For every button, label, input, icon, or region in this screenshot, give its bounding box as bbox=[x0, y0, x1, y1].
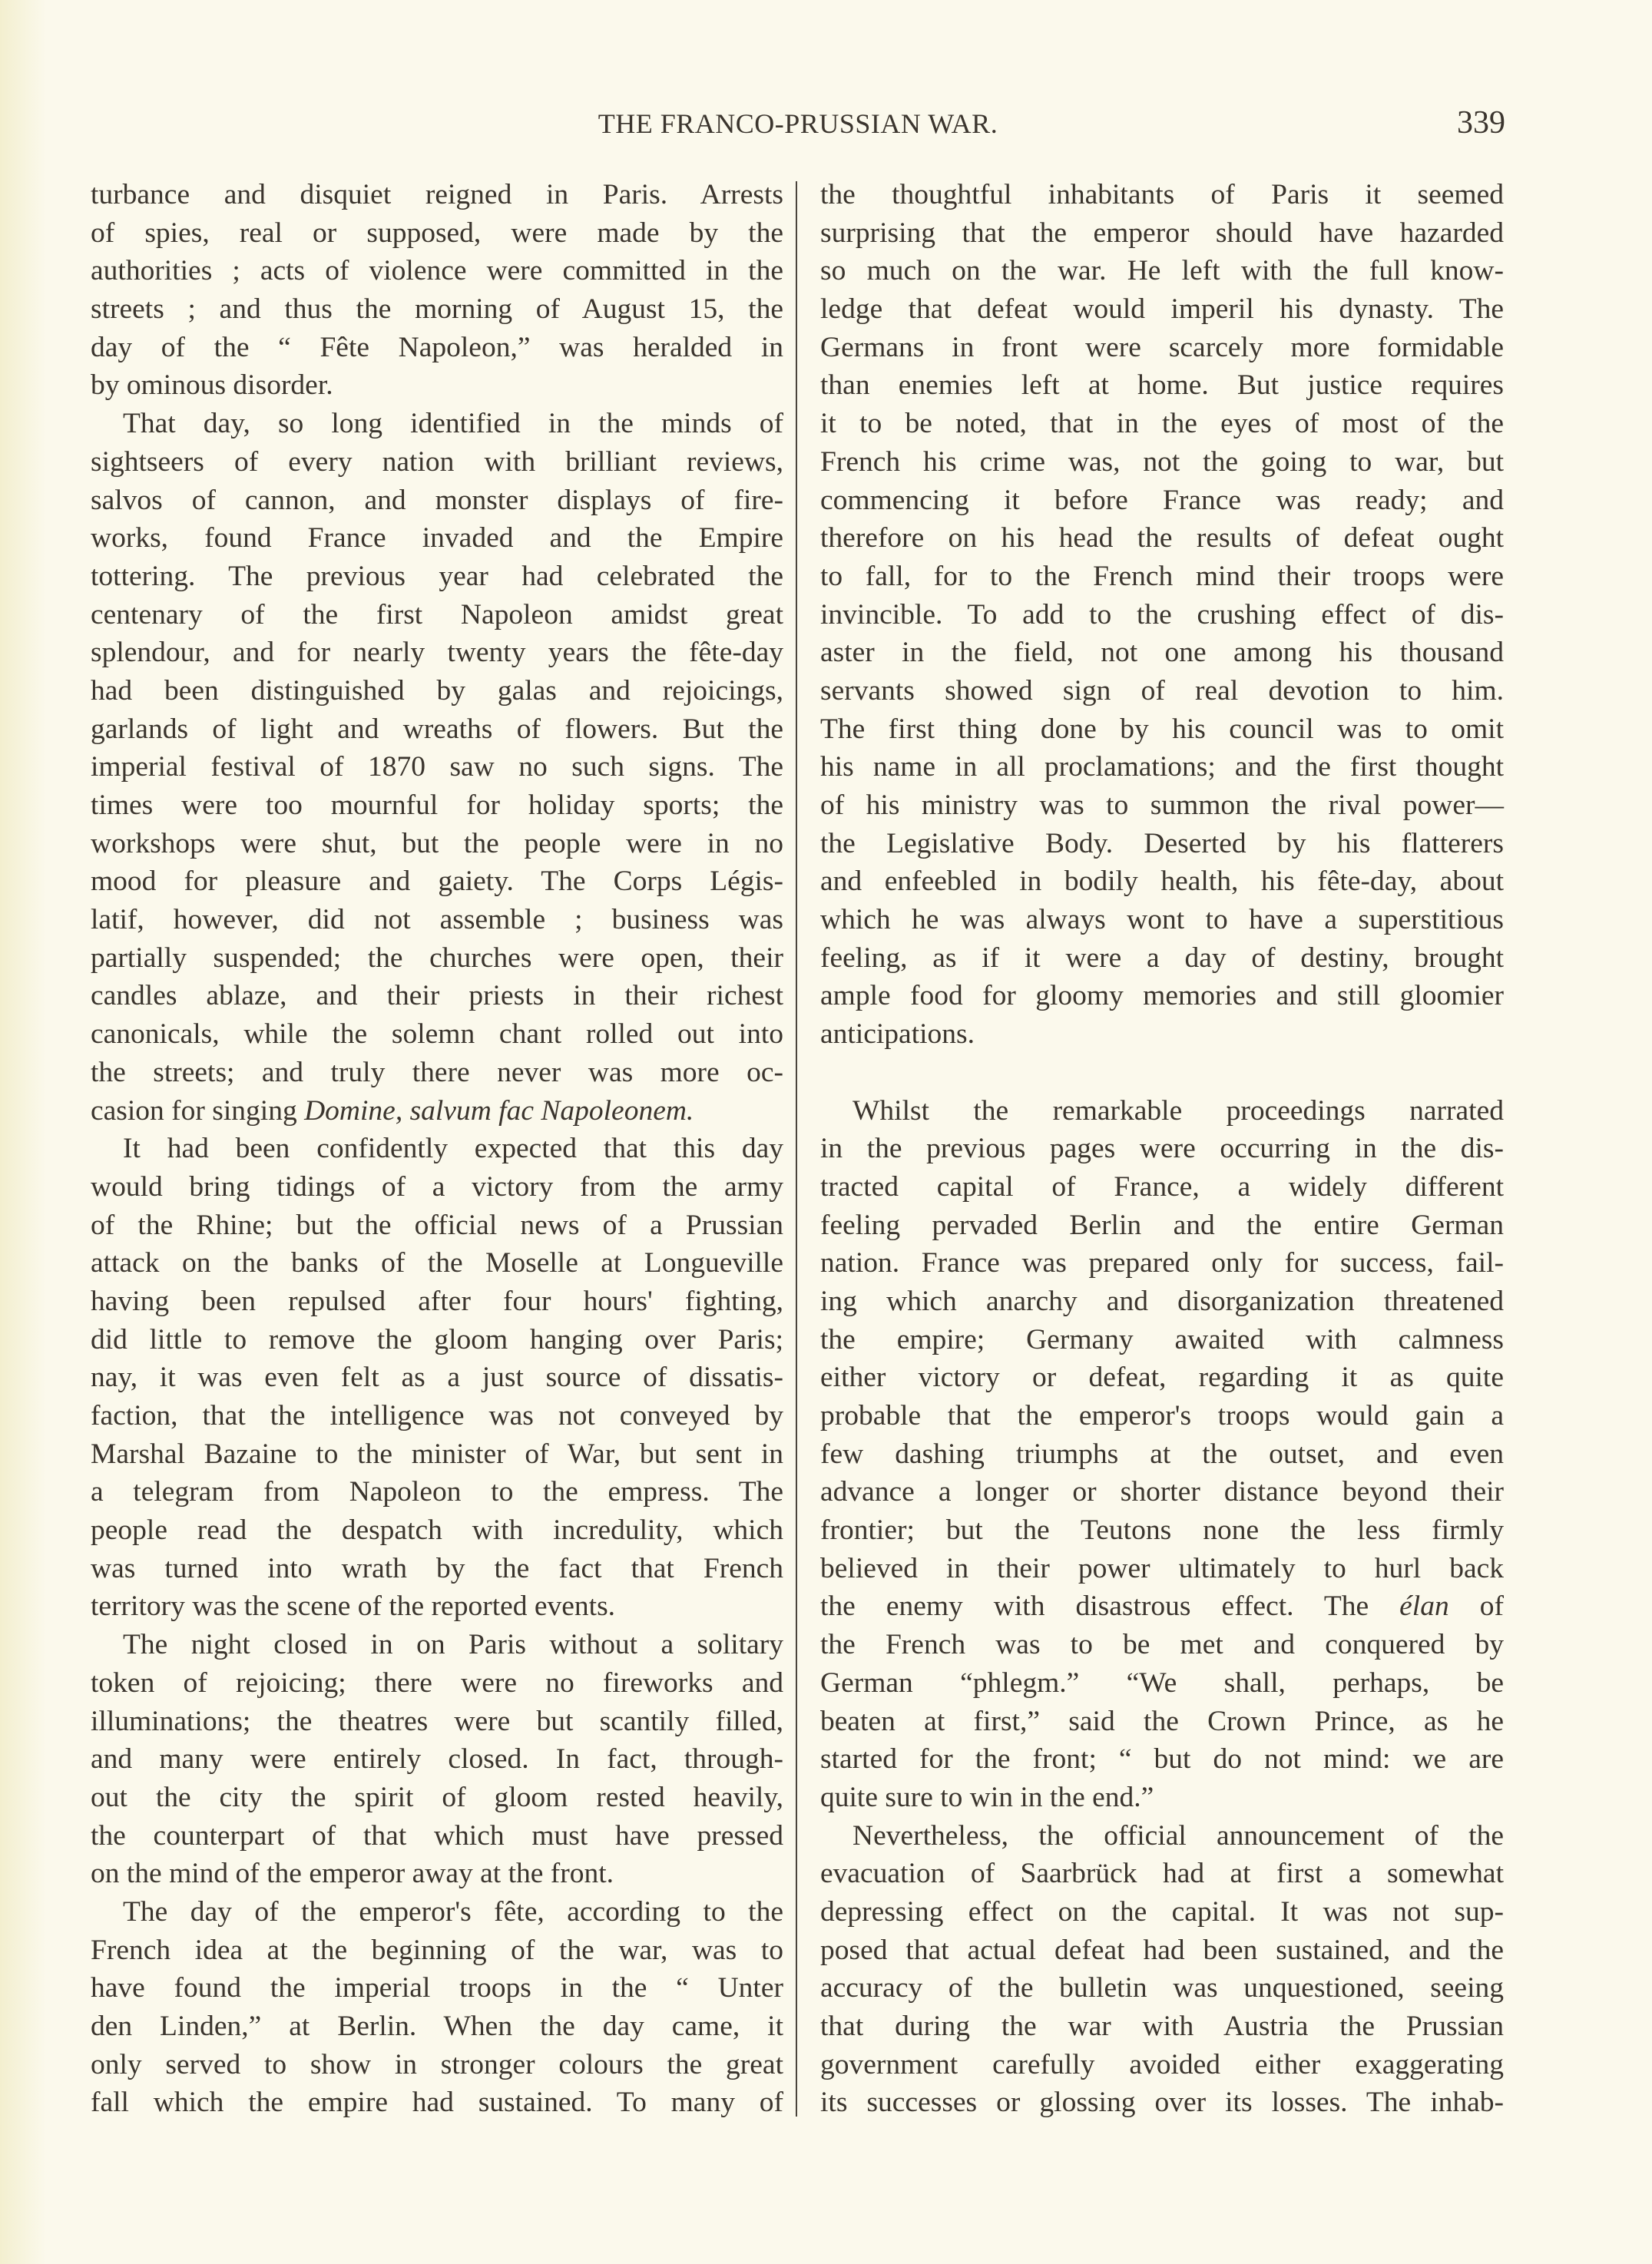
line-text: and enfeebled in bodily health, his fête-day, about bbox=[820, 866, 1504, 898]
line-text: latif, however, did not assemble ; business was bbox=[91, 904, 783, 936]
text-line bbox=[91, 1855, 783, 1893]
text-line bbox=[91, 1435, 783, 1474]
line-text: French his crime was, not the going to war, but bbox=[820, 445, 1504, 478]
line-text: the Legislative Body. Deserted by his flatterers bbox=[820, 827, 1504, 859]
line-text: out the city the spirit of gloom rested heavily, bbox=[91, 1781, 783, 1813]
text-line bbox=[91, 1359, 783, 1397]
text-line bbox=[91, 901, 783, 939]
text-line bbox=[820, 1092, 1504, 1130]
text-line bbox=[820, 748, 1504, 786]
line-text: quite sure to win in the end.” bbox=[820, 1781, 1154, 1813]
line-text: Whilst the remarkable proceedings narrated bbox=[852, 1094, 1504, 1127]
line-text: did little to remove the gloom hanging over Paris; bbox=[91, 1323, 783, 1355]
text-line bbox=[820, 405, 1504, 443]
text-line bbox=[91, 405, 783, 443]
line-text: garlands of light and wreaths of flowers. But the bbox=[91, 713, 783, 745]
text-line bbox=[91, 1626, 783, 1664]
line-text: it to be noted, that in the eyes of most of the bbox=[820, 408, 1504, 440]
text-line bbox=[91, 1244, 783, 1283]
line-text: The first thing done by his council was to omit bbox=[820, 713, 1504, 745]
page-number: 339 bbox=[1457, 105, 1505, 141]
text-line bbox=[91, 2046, 783, 2084]
text-line bbox=[820, 710, 1504, 749]
text-line bbox=[820, 786, 1504, 825]
line-text: imperial festival of 1870 saw no such signs. The bbox=[91, 751, 783, 783]
line-text: on the mind of the emperor away at the front. bbox=[91, 1858, 614, 1890]
text-line bbox=[820, 1206, 1504, 1245]
line-text: that during the war with Austria the Prussian bbox=[820, 2011, 1504, 2042]
line-text: probable that the emperor's troops would gain a bbox=[820, 1400, 1504, 1432]
line-text: ledge that defeat would imperil his dynasty. The bbox=[820, 293, 1504, 326]
text-line bbox=[820, 366, 1504, 405]
text-line bbox=[91, 1587, 783, 1626]
line-text: streets ; and thus the morning of August 15, the bbox=[91, 293, 783, 326]
line-text: token of rejoicing; there were no fireworks and bbox=[91, 1667, 783, 1699]
text-line bbox=[91, 1092, 783, 1130]
text-line bbox=[820, 214, 1504, 253]
column-divider bbox=[796, 181, 797, 2117]
right-column bbox=[820, 176, 1504, 2122]
text-line bbox=[820, 519, 1504, 558]
line-text: aster in the field, not one among his thousand bbox=[820, 637, 1504, 669]
line-text: people read the despatch with incredulity, which bbox=[91, 1514, 783, 1547]
text-line bbox=[820, 1931, 1504, 1970]
text-line bbox=[91, 519, 783, 558]
line-text: only served to show in stronger colours the great bbox=[91, 2048, 783, 2080]
line-text: few dashing triumphs at the outset, and even bbox=[820, 1438, 1504, 1470]
page-edge-shading bbox=[0, 0, 46, 2264]
line-text: workshops were shut, but the people were in no bbox=[91, 827, 783, 859]
line-text: centenary of the first Napoleon amidst great bbox=[91, 598, 783, 631]
text-line bbox=[820, 1703, 1504, 1741]
line-text: than enemies left at home. But justice requires bbox=[820, 369, 1504, 402]
text-line bbox=[91, 1054, 783, 1092]
text-line bbox=[91, 1893, 783, 1931]
text-line bbox=[820, 596, 1504, 634]
text-line bbox=[820, 1855, 1504, 1893]
left-column bbox=[91, 176, 783, 2122]
line-text: a telegram from Napoleon to the empress. The bbox=[91, 1476, 783, 1508]
line-text: casion for singing bbox=[91, 1094, 305, 1127]
line-text: day of the “ Fête Napoleon,” was heralded in bbox=[91, 331, 783, 363]
text-line bbox=[91, 1015, 783, 1054]
text-line bbox=[820, 1587, 1504, 1626]
text-line bbox=[91, 1283, 783, 1321]
text-line bbox=[820, 1817, 1504, 1855]
line-text: attack on the banks of the Moselle at Longueville bbox=[91, 1247, 783, 1279]
line-text: the empire; Germany awaited with calmness bbox=[820, 1323, 1504, 1355]
line-text: times were too mournful for holiday sports; the bbox=[91, 789, 783, 821]
line-text: by ominous disorder. bbox=[91, 369, 333, 402]
text-line bbox=[91, 596, 783, 634]
line-text: his name in all proclamations; and the first thought bbox=[820, 751, 1504, 783]
line-text: tottering. The previous year had celebrated the bbox=[91, 560, 783, 592]
text-line bbox=[91, 1969, 783, 2007]
line-text: ample food for gloomy memories and still gloomier bbox=[820, 980, 1504, 1012]
text-line bbox=[820, 862, 1504, 901]
line-text: of the Rhine; but the official news of a Prussian bbox=[91, 1209, 783, 1241]
text-line bbox=[91, 1511, 783, 1550]
text-line bbox=[91, 214, 783, 253]
line-text: to fall, for to the French mind their troops were bbox=[820, 560, 1504, 592]
line-text: ing which anarchy and disorganization threatened bbox=[820, 1285, 1504, 1317]
line-text: That day, so long identified in the minds of bbox=[123, 408, 783, 440]
text-line bbox=[820, 901, 1504, 939]
text-line bbox=[91, 1321, 783, 1359]
line-text: It had been confidently expected that this day bbox=[123, 1133, 783, 1165]
line-text: evacuation of Saarbrück had at first a somewhat bbox=[820, 1858, 1504, 1890]
line-text: nay, it was even felt as a just source of dissatis- bbox=[91, 1362, 783, 1394]
line-text: turbance and disquiet reigned in Paris. Arrests bbox=[91, 179, 783, 210]
text-line bbox=[820, 329, 1504, 367]
line-text: frontier; but the Teutons none the less firmly bbox=[820, 1514, 1504, 1547]
text-line bbox=[91, 1473, 783, 1511]
line-text: either victory or defeat, regarding it as quite bbox=[820, 1362, 1504, 1394]
line-text: the French was to be met and conquered by bbox=[820, 1629, 1504, 1661]
line-text: The night closed in on Paris without a solitary bbox=[123, 1629, 783, 1661]
line-text: in the previous pages were occurring in the dis- bbox=[820, 1133, 1504, 1165]
italic-text: Domine, salvum fac Napoleonem. bbox=[304, 1094, 694, 1127]
line-text: was turned into wrath by the fact that French bbox=[91, 1552, 783, 1584]
text-line bbox=[820, 2084, 1504, 2122]
line-text: invincible. To add to the crushing effect of dis- bbox=[820, 598, 1504, 631]
text-line bbox=[91, 2084, 783, 2122]
text-line bbox=[91, 1397, 783, 1435]
text-line bbox=[820, 1779, 1504, 1817]
text-line bbox=[820, 1283, 1504, 1321]
text-line bbox=[820, 1626, 1504, 1664]
text-line bbox=[820, 1130, 1504, 1168]
line-text: the enemy with disastrous effect. The bbox=[820, 1590, 1400, 1623]
text-line bbox=[91, 176, 783, 214]
text-line bbox=[820, 1359, 1504, 1397]
text-line bbox=[91, 710, 783, 749]
text-line bbox=[91, 1664, 783, 1703]
line-text: believed in their power ultimately to hurl back bbox=[820, 1552, 1504, 1584]
line-text: sightseers of every nation with brilliant reviews, bbox=[91, 445, 783, 478]
line-text: German “phlegm.” “We shall, perhaps, be bbox=[820, 1667, 1504, 1699]
text-line bbox=[91, 1779, 783, 1817]
text-line bbox=[91, 1931, 783, 1970]
text-line bbox=[820, 1435, 1504, 1474]
blank-line bbox=[820, 1054, 1504, 1092]
text-line bbox=[820, 1397, 1504, 1435]
italic-text: élan bbox=[1399, 1590, 1449, 1623]
text-line bbox=[91, 2007, 783, 2046]
line-text: den Linden,” at Berlin. When the day came, it bbox=[91, 2011, 783, 2042]
line-text: partially suspended; the churches were open, their bbox=[91, 942, 783, 974]
text-line bbox=[91, 1550, 783, 1588]
line-text: splendour, and for nearly twenty years the fête-day bbox=[91, 637, 783, 669]
text-line bbox=[820, 2007, 1504, 2046]
text-line bbox=[820, 176, 1504, 214]
line-text: of his ministry was to summon the rival power— bbox=[820, 789, 1504, 821]
line-text: nation. France was prepared only for success, fail- bbox=[820, 1247, 1504, 1279]
text-line bbox=[820, 825, 1504, 863]
line-text: anticipations. bbox=[820, 1018, 975, 1051]
text-line bbox=[91, 1817, 783, 1855]
line-text: fall which the empire had sustained. To many of bbox=[91, 2087, 783, 2119]
line-text: depressing effect on the capital. It was not sup- bbox=[820, 1895, 1504, 1928]
line-text: canonicals, while the solemn chant rolled out into bbox=[91, 1018, 783, 1051]
line-text: tracted capital of France, a widely different bbox=[820, 1170, 1504, 1203]
line-text: Marshal Bazaine to the minister of War, but sent in bbox=[91, 1438, 783, 1470]
line-text: so much on the war. He left with the full know- bbox=[820, 255, 1504, 287]
text-line bbox=[91, 939, 783, 978]
text-line bbox=[820, 1473, 1504, 1511]
text-line bbox=[820, 1893, 1504, 1931]
line-text: beaten at first,” said the Crown Prince, as he bbox=[820, 1705, 1504, 1737]
text-line bbox=[820, 1550, 1504, 1588]
text-line bbox=[91, 443, 783, 482]
text-line bbox=[91, 634, 783, 672]
line-text: feeling pervaded Berlin and the entire German bbox=[820, 1209, 1504, 1241]
line-text: which he was always wont to have a superstitious bbox=[820, 904, 1504, 936]
line-text: The day of the emperor's fête, according to the bbox=[123, 1895, 783, 1928]
text-line bbox=[820, 672, 1504, 710]
line-text: and many were entirely closed. In fact, through- bbox=[91, 1743, 783, 1776]
text-line bbox=[91, 786, 783, 825]
line-text: Germans in front were scarcely more formidable bbox=[820, 331, 1504, 363]
line-text: would bring tidings of a victory from the army bbox=[91, 1170, 783, 1203]
text-line bbox=[820, 1321, 1504, 1359]
line-text: commencing it before France was ready; and bbox=[820, 484, 1504, 516]
line-text-after: of bbox=[1448, 1590, 1504, 1623]
running-title: THE FRANCO-PRUSSIAN WAR. bbox=[598, 108, 998, 139]
line-text: territory was the scene of the reported events. bbox=[91, 1590, 616, 1623]
line-text: salvos of cannon, and monster displays of fire- bbox=[91, 484, 783, 516]
text-line bbox=[820, 1511, 1504, 1550]
line-text: mood for pleasure and gaiety. The Corps Légis- bbox=[91, 866, 783, 898]
text-line bbox=[820, 2046, 1504, 2084]
text-line bbox=[91, 862, 783, 901]
line-text: posed that actual defeat had been sustained, and the bbox=[820, 1934, 1504, 1966]
text-line bbox=[820, 252, 1504, 290]
line-text: government carefully avoided either exaggerating bbox=[820, 2048, 1504, 2080]
text-line bbox=[820, 482, 1504, 520]
line-text: accuracy of the bulletin was unquestioned, seeing bbox=[820, 1972, 1504, 2004]
text-line bbox=[820, 977, 1504, 1015]
line-text: faction, that the intelligence was not conveyed by bbox=[91, 1400, 783, 1432]
line-text: illuminations; the theatres were but scantily filled, bbox=[91, 1705, 783, 1737]
line-text: surprising that the emperor should have hazarded bbox=[820, 217, 1504, 249]
text-line bbox=[820, 1969, 1504, 2007]
line-text: works, found France invaded and the Empire bbox=[91, 522, 783, 554]
text-line bbox=[820, 1168, 1504, 1206]
text-line bbox=[91, 558, 783, 596]
text-line bbox=[91, 329, 783, 367]
text-line bbox=[91, 1130, 783, 1168]
line-text: the streets; and truly there never was more oc- bbox=[91, 1056, 783, 1088]
text-line bbox=[820, 1740, 1504, 1779]
text-line bbox=[820, 443, 1504, 482]
line-text: having been repulsed after four hours' fighting, bbox=[91, 1285, 783, 1317]
line-text: had been distinguished by galas and rejoicings, bbox=[91, 674, 783, 707]
text-line bbox=[91, 290, 783, 329]
text-line bbox=[820, 634, 1504, 672]
text-line bbox=[91, 825, 783, 863]
text-line bbox=[820, 939, 1504, 978]
line-text: French idea at the beginning of the war, was to bbox=[91, 1934, 783, 1966]
text-line bbox=[91, 1703, 783, 1741]
text-line bbox=[91, 1740, 783, 1779]
text-line bbox=[91, 252, 783, 290]
line-text: the thoughtful inhabitants of Paris it seemed bbox=[820, 179, 1504, 210]
line-text: servants showed sign of real devotion to him. bbox=[820, 674, 1504, 707]
text-line bbox=[91, 977, 783, 1015]
line-text: of spies, real or supposed, were made by the bbox=[91, 217, 783, 249]
line-text: candles ablaze, and their priests in their richest bbox=[91, 980, 783, 1012]
text-line bbox=[91, 482, 783, 520]
text-line bbox=[91, 672, 783, 710]
line-text: authorities ; acts of violence were committed in the bbox=[91, 255, 783, 287]
text-line bbox=[820, 1244, 1504, 1283]
text-line bbox=[91, 1206, 783, 1245]
text-line bbox=[91, 748, 783, 786]
text-line bbox=[820, 1664, 1504, 1703]
line-text: the counterpart of that which must have pressed bbox=[91, 1819, 783, 1852]
text-line bbox=[91, 366, 783, 405]
line-text: its successes or glossing over its losses. The inhab- bbox=[820, 2087, 1504, 2119]
text-line bbox=[91, 1168, 783, 1206]
line-text: Nevertheless, the official announcement of the bbox=[852, 1819, 1504, 1852]
text-line bbox=[820, 1015, 1504, 1054]
line-text: started for the front; “ but do not mind: we are bbox=[820, 1743, 1504, 1776]
running-header bbox=[91, 105, 1505, 146]
text-line bbox=[820, 290, 1504, 329]
text-line bbox=[820, 558, 1504, 596]
line-text: advance a longer or shorter distance beyond their bbox=[820, 1476, 1504, 1508]
line-text: feeling, as if it were a day of destiny, brought bbox=[820, 942, 1504, 974]
line-text: have found the imperial troops in the “ Unter bbox=[91, 1972, 783, 2004]
line-text: therefore on his head the results of defeat ought bbox=[820, 522, 1504, 554]
